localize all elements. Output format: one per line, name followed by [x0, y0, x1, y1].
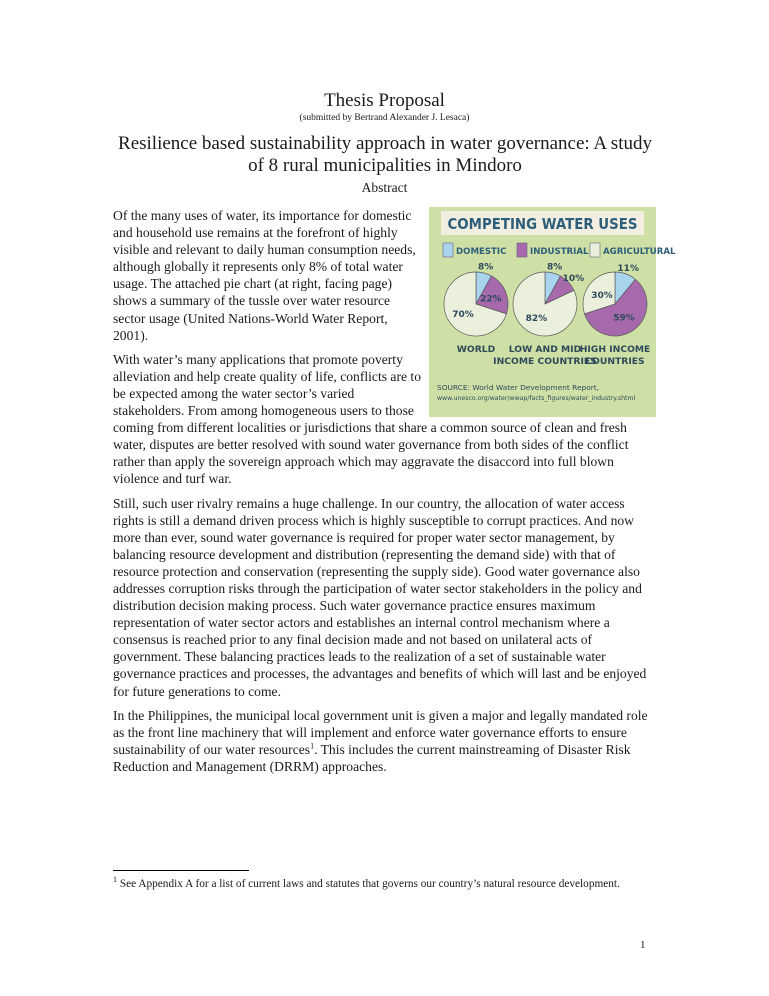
page-title: Thesis Proposal — [324, 90, 445, 111]
page-number: 1 — [640, 939, 646, 951]
legend-label-industrial: INDUSTRIAL — [530, 247, 589, 257]
pie-0-label-industrial: 22% — [480, 294, 502, 305]
pie-1-caption-line-1: INCOME COUNTRIES — [493, 356, 597, 367]
legend-label-agricultural: AGRICULTURAL — [603, 247, 676, 257]
chart-source-line-0: SOURCE: World Water Development Report, — [437, 383, 600, 392]
legend-label-domestic: DOMESTIC — [456, 247, 507, 257]
footnote-mark: 1 — [113, 875, 117, 885]
paragraph-1 — [113, 207, 676, 402]
pie-1-label-industrial: 10% — [562, 273, 585, 284]
pie-1-label-agricultural: 82% — [525, 314, 548, 325]
legend-swatch-agricultural — [590, 243, 600, 257]
chart-title: COMPETING WATER USES — [447, 215, 638, 233]
abstract-body — [113, 207, 676, 782]
pie-2-caption-line-0: HIGH INCOME — [579, 344, 651, 355]
paragraph-4-text: In the Philippines, the municipal local government unit is given a major and legally mandated role as the front line machinery that will implement and enforce water governance efforts to ensure sustainability of our water resources — [113, 707, 648, 757]
water-uses-figure — [429, 207, 676, 417]
paragraph-4 — [113, 707, 658, 775]
pie-1-caption-line-0: LOW AND MID — [508, 344, 582, 355]
chart-source-line-1: www.unesco.org/water/wwap/facts_figures/water_industry.shtml — [437, 395, 636, 402]
author-line: (submitted by Bertrand Alexander J. Lesaca) — [299, 113, 470, 123]
legend-swatch-industrial — [517, 243, 527, 257]
paragraph-1-text: Of the many uses of water, its importance for domestic and household use remains at the forefront of highly visible and relevant to daily human consumption needs, although globally it represents only 8% of total water usage. The attached pie chart (at right, facing page) shows a summary of the tussle over water resource sector usage (United Nations-World Water Report, 2001). — [113, 208, 416, 343]
pie-0-caption-line-0: WORLD — [456, 344, 496, 355]
abstract-label: Abstract — [361, 180, 408, 195]
thesis-heading: Resilience based sustainability approach in water governance: A study of 8 rural municipalities in Mindoro — [118, 133, 652, 176]
footnote-text: See Appendix A for a list of current laws and statutes that governs our country’s natural resource development. — [117, 878, 620, 890]
paragraph-2: With water’s many applications that promote poverty alleviation and help create quality of life, conflicts are to be expected among the water sector’s varied stakeholders. From among homogeneous users to those coming from different localities or jurisdictions that share a common source of clean and fresh water, disputes are better resolved with sound water governance from both sides of the conflict rather than apply the sovereign approach which may aggravate the disaccord into full blown violence and turf war. — [113, 351, 629, 487]
pie-2-caption-line-1: COUNTRIES — [585, 356, 645, 367]
water-uses-chart — [429, 207, 676, 417]
pie-0-label-domestic: 8% — [478, 262, 494, 273]
pie-2-label-domestic: 11% — [617, 263, 639, 274]
pie-2-label-agricultural: 30% — [591, 291, 613, 302]
paragraph-4-tail: . This includes the current mainstreaming of Disaster Risk Reduction and Management (DRRM) approaches. — [113, 741, 631, 774]
footnote-ref: 1 — [310, 741, 315, 751]
footnote-rule — [113, 870, 249, 871]
legend-swatch-domestic — [443, 243, 453, 257]
pie-0-label-agricultural: 70% — [452, 309, 474, 320]
pie-2-label-industrial: 59% — [613, 313, 635, 324]
paragraph-3: Still, such user rivalry remains a huge challenge. In our country, the allocation of water access rights is still a demand driven process which is highly susceptible to corrupt practices. And now more than ever, sound water governance is required for proper water sector management, by balancing resource development and distribution (representing the demand side) with that of resource protection and conservation (representing the supply side). Good water governance also addresses corruption risks through the participation of water sector stakeholders in the policy and distribution decision making process. Such water governance practice ensures maximum representation of water sector actors and establishes an internal control mechanism where a consensus is reached prior to any final decision made and not based on unilateral acts of government. These balancing practices leads to the realization of a set of sustainable water governance practices and processes, the advantages and benefits of which will last and be enjoyed for future generations to come. — [113, 495, 647, 699]
footnote — [113, 877, 658, 892]
pie-1-label-domestic: 8% — [547, 262, 563, 273]
